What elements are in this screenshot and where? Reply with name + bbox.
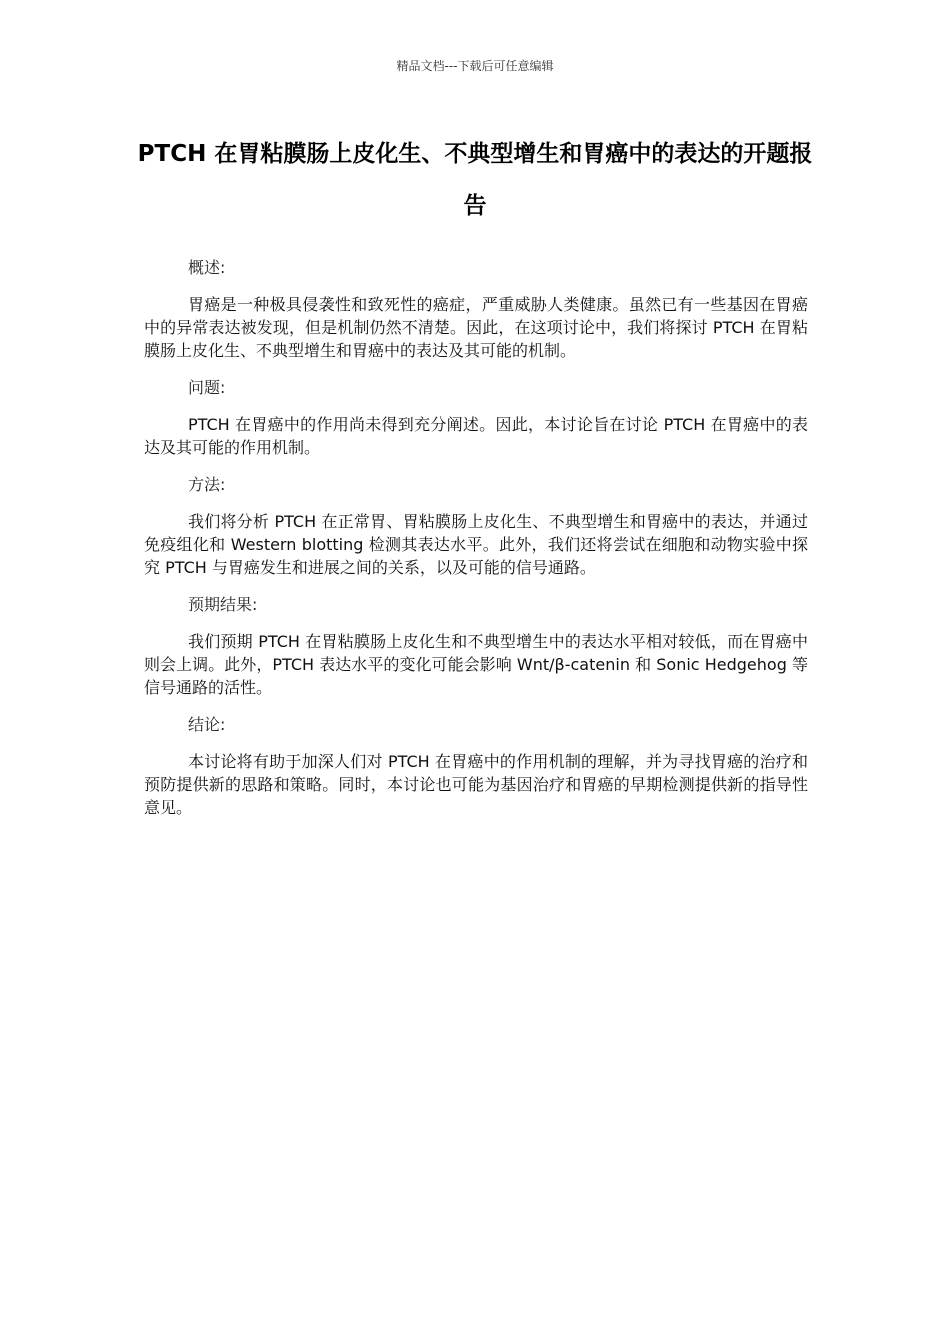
document-body (144, 256, 808, 833)
section-text-overview: 胃癌是一种极具侵袭性和致死性的癌症，严重威胁人类健康。虽然已有一些基因在胃癌中的异常表达被发现，但是机制仍然不清楚。因此，在这项讨论中，我们将探讨 PTCH 在胃粘膜肠上皮化生、不典型增生和胃癌中的表达及其可能的机制。 (144, 295, 808, 360)
section-text-expected-results: 我们预期 PTCH 在胃粘膜肠上皮化生和不典型增生中的表达水平相对较低，而在胃癌中则会上调。此外，PTCH 表达水平的变化可能会影响 Wnt/β-catenin 和 Sonic Hedgehog 等信号通路的活性。 (144, 632, 808, 697)
section-label-problem: 问题: (188, 378, 226, 397)
section-text-methods: 我们将分析 PTCH 在正常胃、胃粘膜肠上皮化生、不典型增生和胃癌中的表达，并通过免疫组化和 Western blotting 检测其表达水平。此外，我们还将尝试在细胞和动物实验中探究 PTCH 与胃癌发生和进展之间的关系，以及可能的信号通路。 (144, 512, 808, 577)
section-label-overview: 概述: (188, 258, 226, 277)
section-label-expected-results: 预期结果: (188, 595, 258, 614)
section-label-conclusion: 结论: (188, 715, 226, 734)
section-text-conclusion: 本讨论将有助于加深人们对 PTCH 在胃癌中的作用机制的理解，并为寻找胃癌的治疗和预防提供新的思路和策略。同时，本讨论也可能为基因治疗和胃癌的早期检测提供新的指导性意见。 (144, 752, 808, 817)
document-header-note: 精品文档---下载后可任意编辑 (396, 59, 554, 73)
section-text-problem: PTCH 在胃癌中的作用尚未得到充分阐述。因此，本讨论旨在讨论 PTCH 在胃癌中的表达及其可能的作用机制。 (144, 415, 808, 457)
section-label-methods: 方法: (188, 475, 226, 494)
document-title: PTCH 在胃粘膜肠上皮化生、不典型增生和胃癌中的表达的开题报告 (137, 141, 813, 219)
